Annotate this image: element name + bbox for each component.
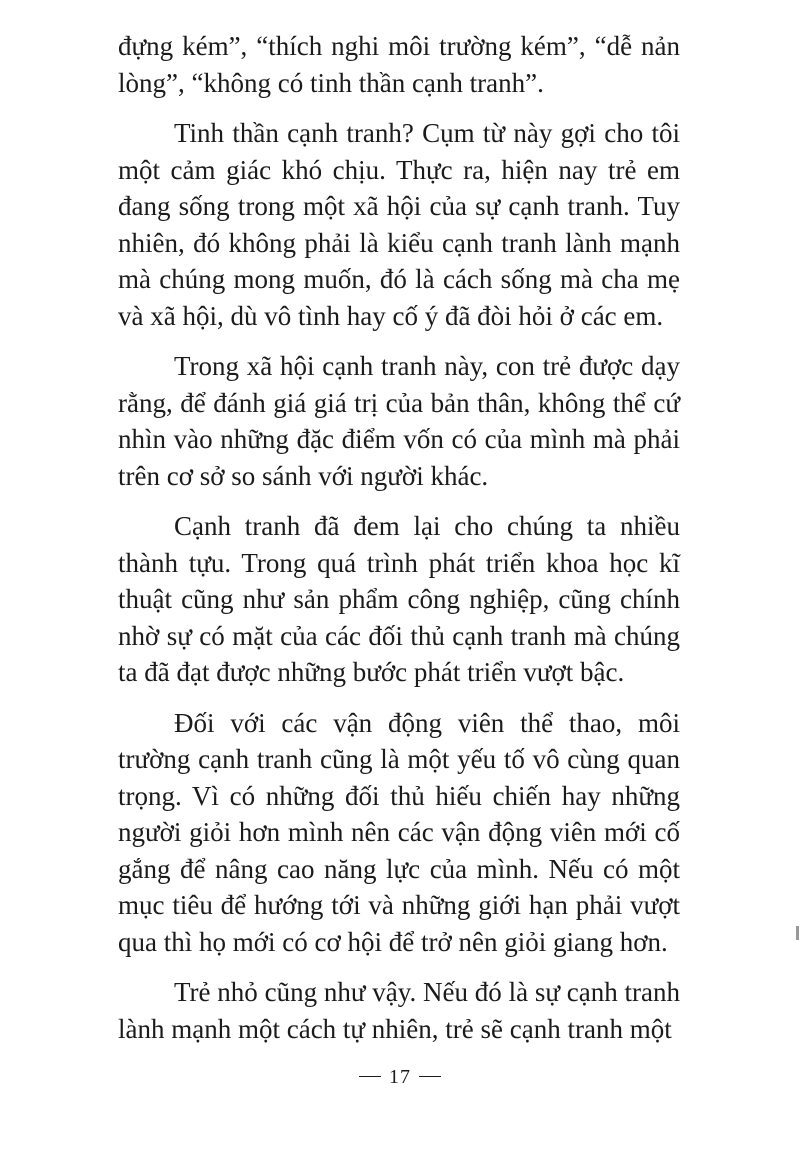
- page-number-right-dash: [419, 1076, 441, 1077]
- page-number-value: 17: [389, 1066, 411, 1088]
- page-number-left-dash: [359, 1076, 381, 1077]
- scan-edge-mark: [796, 926, 799, 940]
- paragraph-achievements: Cạnh tranh đã đem lại cho chúng ta nhiều thành tựu. Trong quá trình phát triển khoa học kĩ thuật cũng như sản phẩm công nghiệp, cũng chính nhờ sự có mặt của các đối thủ cạnh tranh mà chúng ta đã đạt được những bước phát triển vượt bậc.: [118, 511, 680, 687]
- paragraph-athletes: Đối với các vận động viên thể thao, môi trường cạnh tranh cũng là một yếu tố vô cùng quan trọng. Vì có những đối thủ hiếu chiến hay những người giỏi hơn mình nên các vận động viên mới cố gắng để nâng cao năng lực của mình. Nếu có một mục tiêu để hướng tới và những giới hạn phải vượt qua thì họ mới có cơ hội để trở nên giỏi giang hơn.: [118, 707, 680, 957]
- paragraph-continuation: đựng kém”, “thích nghi môi trường kém”, “dễ nản lòng”, “không có tinh thần cạnh tranh”.: [118, 31, 680, 98]
- page-body: [118, 28, 680, 1061]
- page-number: [0, 1066, 800, 1089]
- paragraph-competitive-society: Trong xã hội cạnh tranh này, con trẻ được dạy rằng, để đánh giá giá trị của bản thân, không thể cứ nhìn vào những đặc điểm vốn có của mình mà phải trên cơ sở so sánh với người khác.: [118, 351, 680, 491]
- paragraph-children: Trẻ nhỏ cũng như vậy. Nếu đó là sự cạnh tranh lành mạnh một cách tự nhiên, trẻ sẽ cạnh tranh một: [118, 977, 680, 1044]
- paragraph-competitive-spirit: Tinh thần cạnh tranh? Cụm từ này gợi cho tôi một cảm giác khó chịu. Thực ra, hiện nay trẻ em đang sống trong một xã hội của sự cạnh tranh. Tuy nhiên, đó không phải là kiểu cạnh tranh lành mạnh mà chúng mong muốn, đó là cách sống mà cha mẹ và xã hội, dù vô tình hay cố ý đã đòi hỏi ở các em.: [118, 118, 680, 331]
